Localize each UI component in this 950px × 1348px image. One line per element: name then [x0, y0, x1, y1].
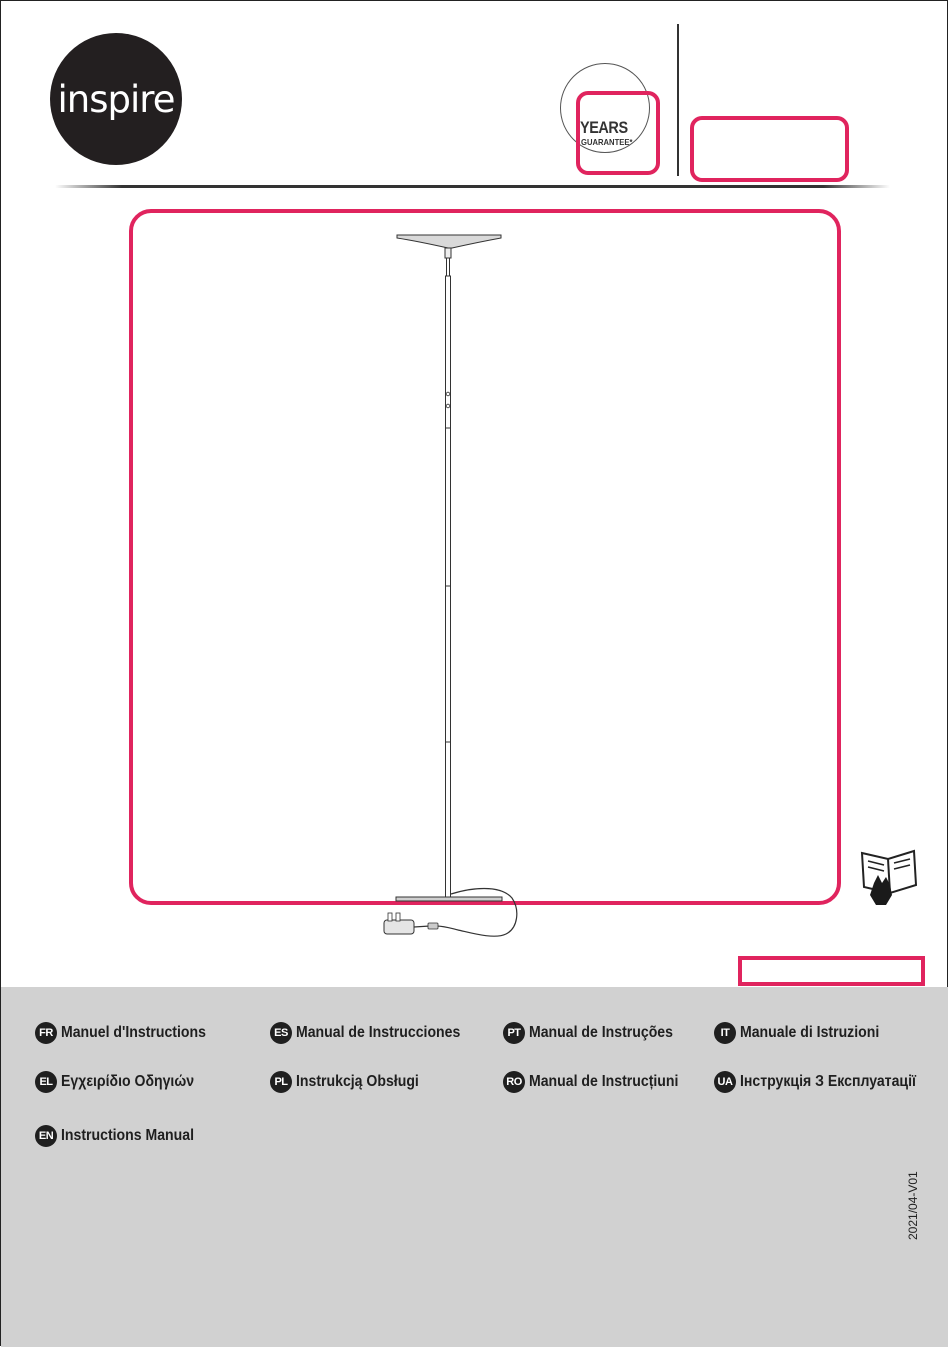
model-number-placeholder: [690, 116, 849, 182]
language-badge-es: ES: [270, 1022, 292, 1044]
language-label-ua: Інструкція З Експлуатації: [740, 1073, 916, 1090]
language-item-en: [35, 1125, 212, 1147]
document-version: [906, 1220, 926, 1240]
language-badge-ro: RO: [503, 1071, 525, 1093]
brand-logo-text: inspire: [57, 77, 175, 121]
language-label-it: Manuale di Istruzioni: [740, 1024, 880, 1041]
language-item-ro: [503, 1071, 699, 1093]
language-badge-pl: PL: [270, 1071, 292, 1093]
language-item-fr: [35, 1022, 226, 1044]
language-item-es: [270, 1022, 483, 1044]
header-rule: [55, 185, 890, 188]
language-label-es: Manual de Instrucciones: [296, 1024, 461, 1041]
language-item-ua: [714, 1071, 940, 1093]
language-item-el: [35, 1071, 212, 1093]
read-manual-icon: [856, 843, 922, 909]
language-badge-el: EL: [35, 1071, 57, 1093]
barcode-placeholder: [738, 956, 925, 986]
guarantee-label: GUARANTEE*: [581, 137, 633, 147]
language-item-pl: [270, 1071, 436, 1093]
language-badge-pt: PT: [503, 1022, 525, 1044]
guarantee-years-label: YEARS: [580, 118, 628, 137]
language-badge-ua: UA: [714, 1071, 736, 1093]
language-item-it: [714, 1022, 898, 1044]
language-item-pt: [503, 1022, 693, 1044]
language-badge-fr: FR: [35, 1022, 57, 1044]
language-badge-it: IT: [714, 1022, 736, 1044]
language-label-el: Εγχειρίδιο Οδηγιών: [61, 1073, 195, 1090]
language-badge-en: EN: [35, 1125, 57, 1147]
language-label-pl: Instrukcją Obsługi: [296, 1073, 419, 1090]
language-label-en: Instructions Manual: [61, 1127, 194, 1144]
language-label-pt: Manual de Instruções: [529, 1024, 673, 1041]
lamp-illustration: [370, 228, 530, 948]
header-divider: [677, 24, 679, 176]
language-label-ro: Manual de Instrucțiuni: [529, 1073, 679, 1090]
language-label-fr: Manuel d'Instructions: [61, 1024, 206, 1041]
brand-logo: [50, 33, 182, 165]
